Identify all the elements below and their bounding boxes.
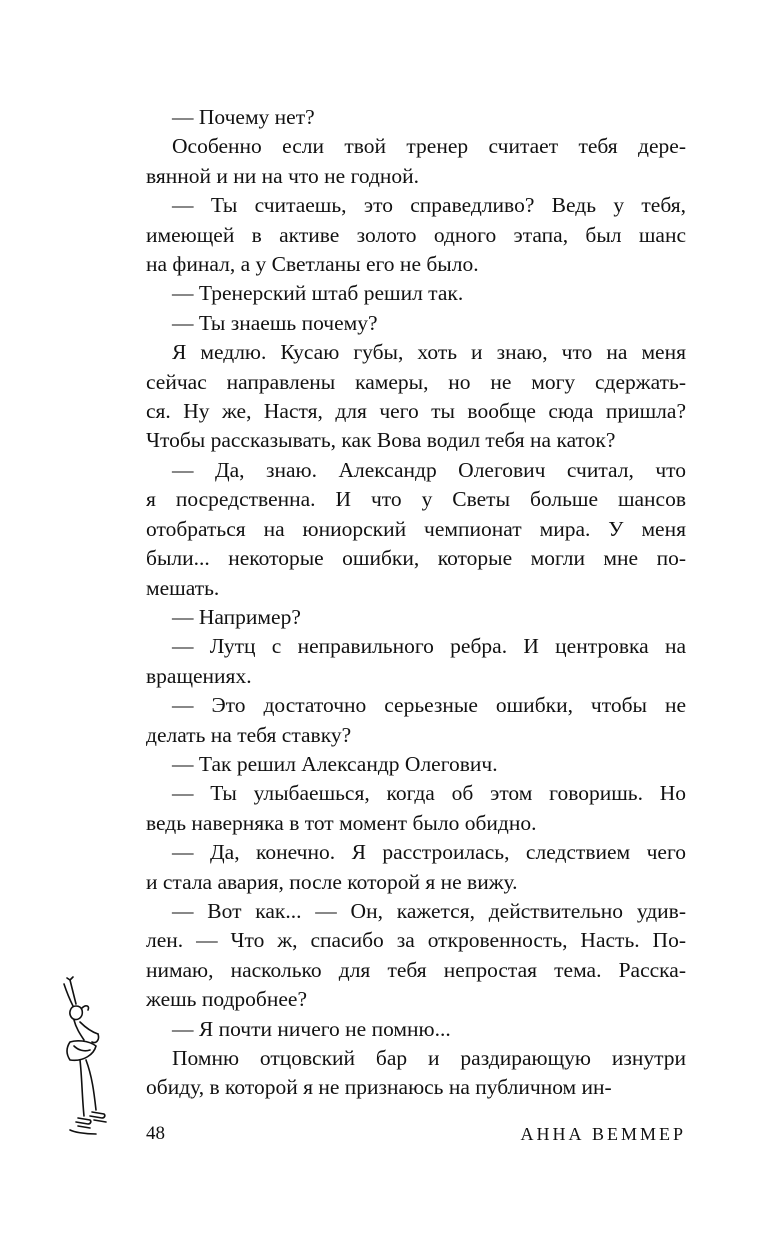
text-line: — Ты считаешь, это справедливо? Ведь у тебя,: [172, 193, 686, 218]
paragraph: [146, 603, 686, 632]
paragraph: [146, 132, 686, 191]
paragraph: [146, 279, 686, 308]
paragraph: [146, 191, 686, 279]
text-line: сейчас направлены камеры, но не могу сдержать-: [146, 369, 686, 394]
text-line: и стала авария, после которой я не вижу.: [146, 869, 518, 894]
text-line: ведь наверняка в тот момент было обидно.: [146, 810, 537, 835]
text-line: ся. Ну же, Настя, для чего ты вообще сюда пришла?: [146, 399, 686, 424]
text-line: отобраться на юниорский чемпионат мира. У меня: [146, 516, 686, 541]
text-line: имеющей в активе золото одного этапа, был шанс: [146, 222, 686, 247]
text-line: Помню отцовский бар и раздирающую изнутри: [172, 1046, 686, 1070]
text-line: — Это достаточно серьезные ошибки, чтобы не: [172, 693, 686, 718]
figure-skater-illustration: [40, 970, 125, 1150]
text-line: вянной и ни на что не годной.: [146, 163, 420, 188]
text-line: — Например?: [172, 604, 301, 629]
text-line: — Да, конечно. Я расстроилась, следствием чего: [172, 840, 686, 865]
text-line: были... некоторые ошибки, которые могли мне по-: [146, 546, 686, 571]
text-line: — Я почти ничего не помню...: [172, 1016, 451, 1041]
text-line: жешь подробнее?: [146, 987, 307, 1012]
text-line: обиду, в которой я не признаюсь на публичном ин-: [146, 1075, 612, 1100]
text-line: — Тренерский штаб решил так.: [172, 281, 464, 306]
text-line: Я медлю. Кусаю губы, хоть и знаю, что на меня: [172, 340, 686, 365]
paragraph: [146, 632, 686, 691]
paragraph: [146, 1044, 686, 1103]
text-line: нимаю, насколько для тебя непростая тема. Расска-: [146, 957, 686, 982]
paragraph: [146, 103, 686, 132]
text-line: Особенно если твой тренер считает тебя дере-: [172, 134, 686, 159]
text-line: лен. — Что ж, спасибо за откровенность, Насть. По-: [146, 928, 686, 953]
text-line: — Лутц с неправильного ребра. И центровка на: [172, 634, 686, 659]
text-line: Чтобы рассказывать, как Вова водил тебя на каток?: [146, 428, 616, 453]
paragraph: [146, 750, 686, 779]
paragraph: [146, 897, 686, 1015]
text-line: мешать.: [146, 575, 220, 600]
text-line: вращениях.: [146, 663, 252, 688]
text-line: — Почему нет?: [172, 105, 315, 129]
text-line: — Так решил Александр Олегович.: [172, 751, 498, 776]
paragraph: [146, 338, 686, 456]
paragraph: [146, 456, 686, 603]
paragraph: [146, 1015, 686, 1044]
body-text: [146, 103, 686, 1103]
text-line: я посредственна. И что у Светы больше шансов: [146, 487, 686, 512]
text-line: — Ты улыбаешься, когда об этом говоришь. Но: [172, 781, 686, 806]
paragraph: [146, 838, 686, 897]
running-head-author: АННА ВЕММЕР: [520, 1124, 686, 1144]
text-line: — Да, знаю. Александр Олегович считал, что: [172, 457, 686, 482]
paragraph: [146, 309, 686, 338]
page-number: 48: [146, 1123, 165, 1144]
text-line: делать на тебя ставку?: [146, 722, 352, 747]
text-line: — Ты знаешь почему?: [172, 310, 378, 335]
text-line: — Вот как... — Он, кажется, действительно удив-: [172, 898, 686, 923]
paragraph: [146, 779, 686, 838]
text-line: на финал, а у Светланы его не было.: [146, 252, 479, 277]
paragraph: [146, 691, 686, 750]
